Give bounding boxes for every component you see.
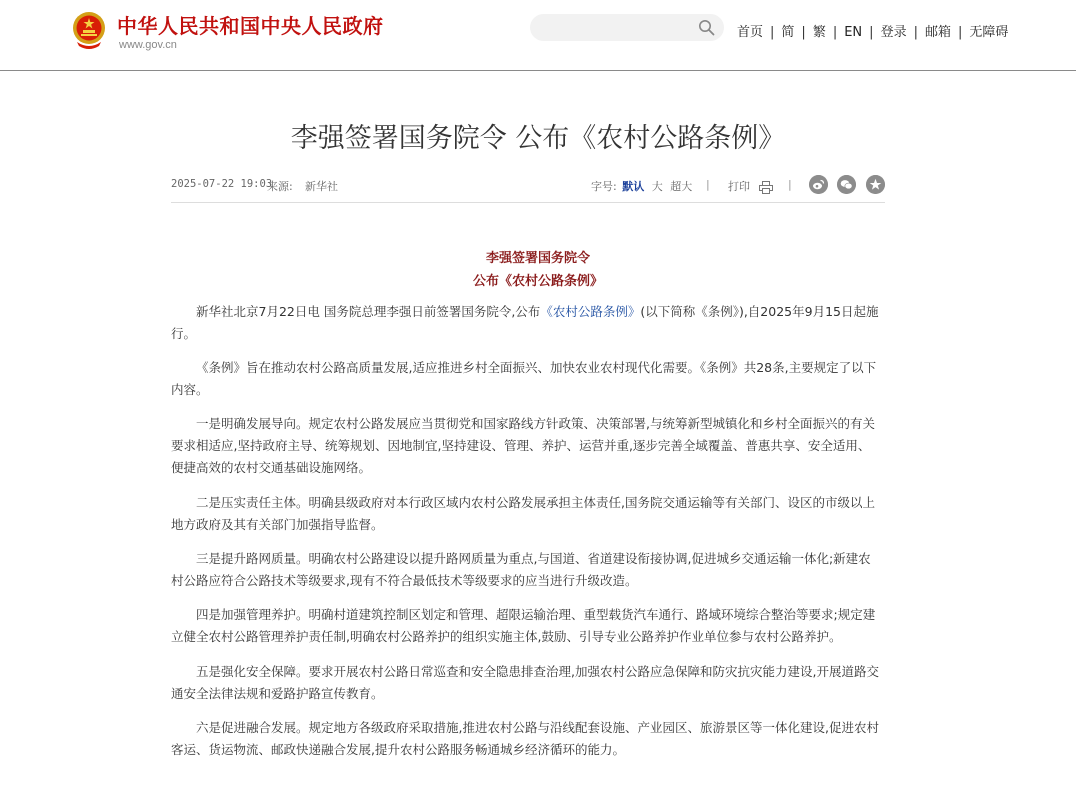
national-emblem-icon[interactable] [71, 10, 107, 50]
nav-separator: | [832, 25, 838, 40]
paragraph-3: 一是明确发展导向。规定农村公路发展应当贯彻党和国家路线方针政策、决策部署,与统筹新型城镇化和乡村全面振兴的有关要求相适应,坚持政府主导、统筹规划、因地制宜,坚持建设、管理、养护、运营并重,逐步完善全域覆盖、普惠共享、安全适用、便捷高效的农村交通基础设施网络。 [171, 416, 875, 475]
printer-icon [759, 181, 773, 194]
paragraph-6: 四是加强管理养护。明确村道建筑控制区划定和管理、超限运输治理、重型载货汽车通行、路域环境综合整治等要求;规定建立健全农村公路管理养护责任制,明确农村公路养护的组织实施主体,鼓励、引导专业公路养护作业单位参与农村公路养护。 [171, 607, 876, 644]
print-label: 打印 [728, 180, 750, 193]
article-title: 李强签署国务院令 公布《农村公路条例》 [290, 123, 786, 154]
nav-login[interactable]: 登录 [880, 25, 907, 40]
font-size-selector [591, 178, 694, 194]
font-size-xlarge[interactable]: 超大 [670, 180, 693, 193]
article-heading-line2: 公布《农村公路条例》 [472, 274, 603, 289]
site-name[interactable]: 中华人民共和国中央人民政府 [117, 14, 384, 38]
paragraph-7: 五是强化安全保障。要求开展农村公路日常巡查和安全隐患排查治理,加强农村公路应急保障和防灾抗灾能力建设,开展道路交通安全法律法规和爱路护路宣传教育。 [171, 664, 879, 701]
divider [171, 202, 885, 203]
p1-text-before: 新华社北京7月22日电 国务院总理李强日前签署国务院令,公布 [196, 304, 541, 319]
search-icon[interactable] [698, 19, 715, 36]
search-input[interactable] [530, 14, 724, 41]
paragraph-5: 三是提升路网质量。明确农村公路建设以提升路网质量为重点,与国道、省道建设衔接协调,促进城乡交通运输一体化;新建农村公路应符合公路技术等级要求,现有不符合最低技术等级要求的应当进行升级改造。 [171, 551, 871, 588]
paragraph-2: 《条例》旨在推动农村公路高质量发展,适应推进乡村全面振兴、加快农业农村现代化需要。《条例》共28条,主要规定了以下内容。 [171, 360, 877, 397]
meta-separator: | [706, 178, 710, 191]
article-heading-line1: 李强签署国务院令 [485, 251, 590, 266]
paragraph-8: 六是促进融合发展。规定地方各级政府采取措施,推进农村公路与沿线配套设施、产业园区、旅游景区等一体化建设,促进农村客运、货运物流、邮政快递融合发展,提升农村公路服务畅通城乡经济循环的能力。 [171, 720, 879, 757]
nav-simplified[interactable]: 简 [781, 25, 795, 40]
source-name: 新华社 [305, 180, 338, 193]
top-nav [730, 21, 1015, 40]
nav-separator: | [957, 25, 963, 40]
font-size-default[interactable]: 默认 [622, 180, 645, 193]
print-button[interactable] [728, 178, 773, 194]
article-meta [171, 178, 884, 194]
nav-home[interactable]: 首页 [737, 25, 764, 40]
paragraph-1 [171, 301, 881, 345]
paragraph-4: 二是压实责任主体。明确县级政府对本行政区域内农村公路发展承担主体责任,国务院交通运输等有关部门、设区的市级以上地方政府及其有关部门加强指导监督。 [171, 495, 875, 532]
font-size-label: 字号: [591, 180, 617, 193]
nav-separator: | [913, 25, 918, 40]
regulation-link[interactable]: 《农村公路条例》 [540, 304, 641, 319]
nav-accessibility[interactable]: 无障碍 [969, 25, 1009, 40]
nav-traditional[interactable]: 繁 [812, 25, 826, 40]
site-url[interactable]: www.gov.cn [119, 39, 177, 51]
wechat-icon[interactable] [837, 175, 856, 194]
weibo-icon[interactable] [809, 175, 828, 194]
font-size-large[interactable]: 大 [651, 180, 663, 193]
publish-date: 2025-07-22 19:03 [171, 178, 273, 190]
meta-separator: | [788, 178, 792, 191]
nav-english[interactable]: EN [844, 25, 863, 40]
nav-mail[interactable]: 邮箱 [924, 25, 951, 40]
site-header [0, 0, 1076, 71]
nav-separator: | [770, 25, 775, 40]
p1-text-after: (以下简称《条例》),自2025年9月15日起施行。 [171, 304, 879, 341]
favorite-icon[interactable] [866, 175, 885, 194]
source-label: 来源: [267, 180, 293, 193]
nav-separator: | [869, 25, 874, 40]
nav-separator: | [801, 25, 806, 40]
